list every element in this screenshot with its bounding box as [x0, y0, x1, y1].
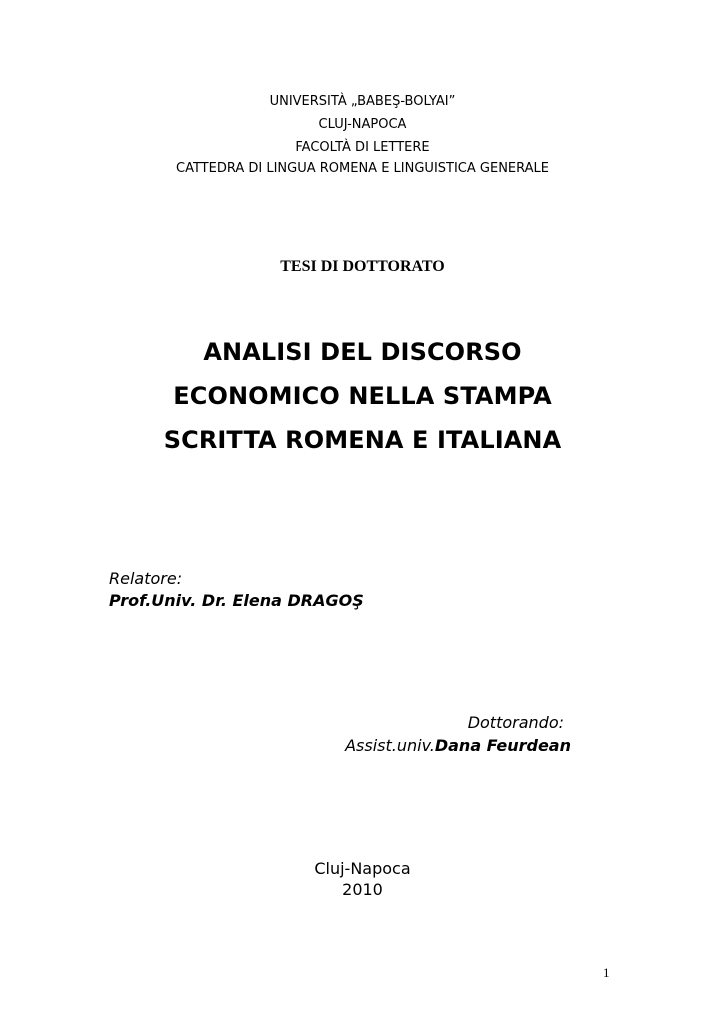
thesis-title-line-1: ANALISI DEL DISCORSO	[203, 338, 522, 366]
candidate-name: Dana Feurdean	[434, 736, 571, 755]
thesis-title-line-2: ECONOMICO NELLA STAMPA	[173, 382, 552, 410]
candidate-line	[345, 736, 571, 756]
supervisor-label: Relatore:	[109, 569, 183, 588]
university-name: UNIVERSITÀ „BABEŞ-BOLYAI”	[269, 94, 456, 109]
university-city: CLUJ-NAPOCA	[318, 117, 407, 132]
page-number: 1	[603, 965, 610, 980]
faculty-name: FACOLTÀ DI LETTERE	[295, 140, 430, 155]
department-name: CATTEDRA DI LINGUA ROMENA E LINGUISTICA GENERALE	[176, 161, 549, 176]
thesis-type: TESI DI DOTTORATO	[280, 258, 445, 275]
footer-city: Cluj-Napoca	[314, 859, 411, 878]
candidate-title: Assist.univ.	[345, 736, 435, 755]
thesis-title-line-3: SCRITTA ROMENA E ITALIANA	[163, 426, 562, 454]
footer-year: 2010	[342, 880, 383, 899]
supervisor-name: Prof.Univ. Dr. Elena DRAGOŞ	[109, 591, 364, 610]
candidate-label: Dottorando:	[467, 713, 564, 732]
